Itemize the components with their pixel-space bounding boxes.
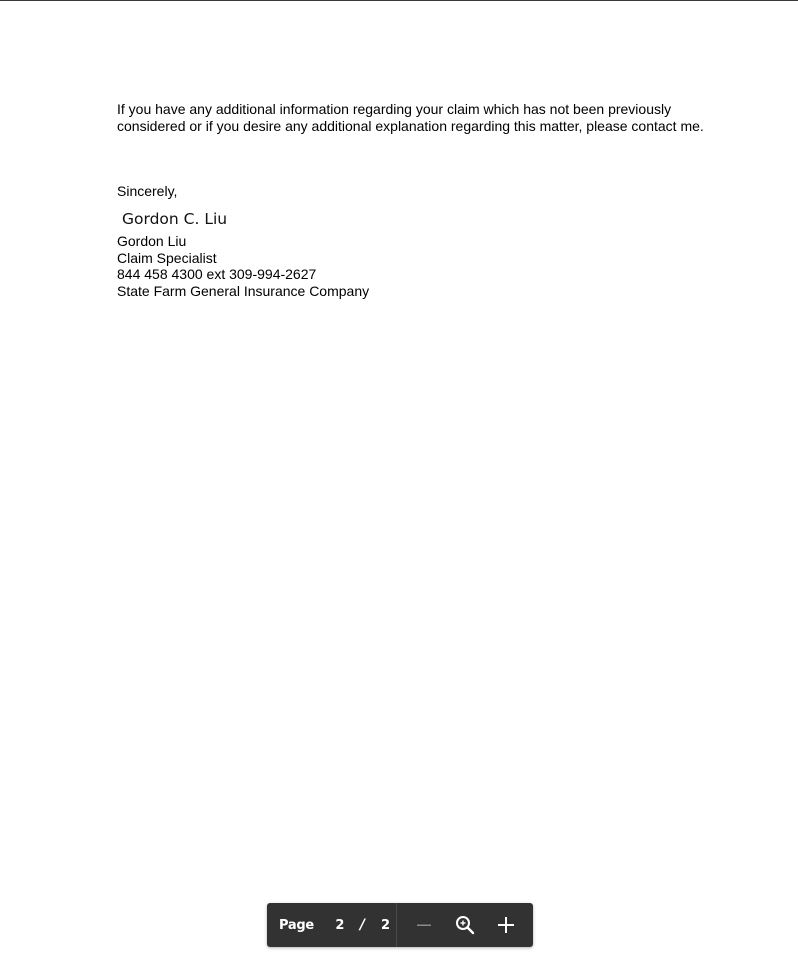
plus-icon: [497, 916, 515, 934]
zoom-controls: [397, 903, 533, 947]
signer-title: Claim Specialist: [117, 249, 217, 266]
paragraph-line-1: If you have any additional information regarding your claim which has not been previously: [117, 101, 672, 117]
signer-name: Gordon Liu: [117, 233, 187, 249]
signature-block: [117, 233, 369, 299]
zoom-out-button[interactable]: [409, 910, 439, 940]
top-divider: [0, 0, 798, 1]
signer-phone: 844 458 4300 ext 309-994-2627: [117, 266, 317, 283]
pdf-page-toolbar: [267, 903, 533, 947]
page-indicator: [267, 903, 396, 947]
signer-company: State Farm General Insurance Company: [117, 282, 370, 299]
letter-closing: Sincerely,: [117, 183, 178, 199]
zoom-in-button[interactable]: [491, 910, 521, 940]
total-pages: 2: [381, 917, 391, 933]
paragraph-line-2: considered or if you desire any additional explanation regarding this matter, please contact me.: [117, 117, 704, 134]
page-separator: /: [359, 917, 365, 933]
current-page-input[interactable]: 2: [335, 917, 345, 933]
signature: Gordon C. Liu: [122, 210, 228, 228]
minus-icon: [416, 917, 432, 933]
page-label: Page: [279, 917, 314, 933]
zoom-fit-button[interactable]: [450, 910, 480, 940]
letter-paragraph: [117, 101, 777, 134]
zoom-magnifier-icon: [455, 915, 475, 935]
